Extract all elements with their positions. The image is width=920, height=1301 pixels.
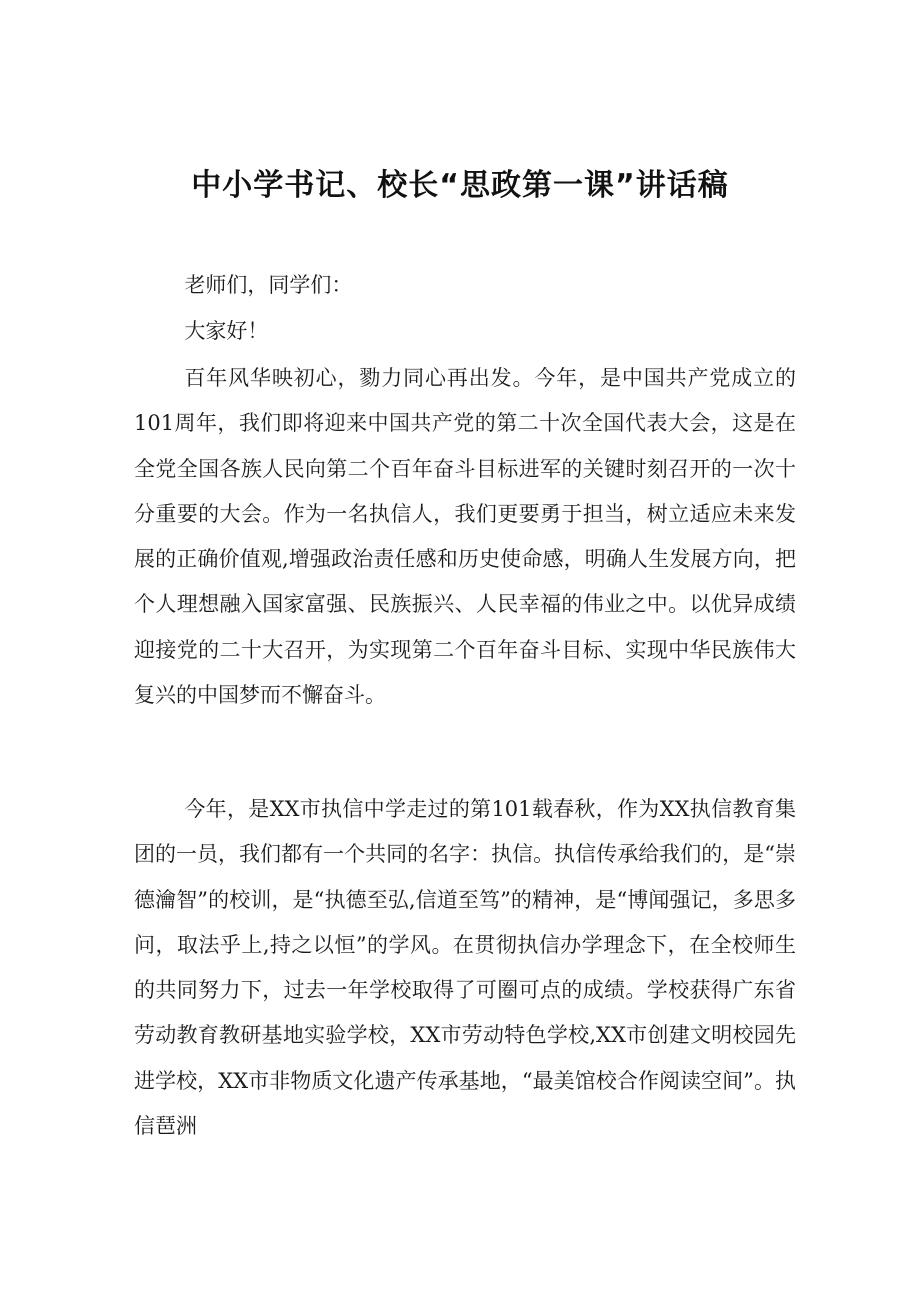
document-title: 中小学书记、校长“思政第一课”讲话稿 — [191, 168, 729, 203]
greeting-line: 老师们，同学们： — [184, 273, 353, 297]
body-paragraph-1: 百年风华映初心，勠力同心再出发。今年，是中国共产党成立的101周年，我们即将迎来中国共产党的第二十次全国代表大会，这是在全党全国各族人民向第二个百年奋斗目标进军的关键时刻召开的一次十分重要的大会。作为一名执信人，我们更要勇于担当，树立适应未来发展的正确价值观,增强政治责任感和历史使命感，明确人生发展方向，把个人理想融入国家富强、民族振兴、人民幸福的伟业之中。以优异成绩迎接党的二十大召开，为实现第二个百年奋斗目标、实现中华民族伟大复兴的中国梦而不懈奋斗。 — [134, 366, 796, 708]
body-paragraph-2: 今年，是XX市执信中学走过的第101载春秋，作为XX执信教育集团的一员，我们都有一个共同的名字：执信。执信传承给我们的，是“崇德瀹智”的校训，是“执德至弘,信道至笃”的精神，是“博闻强记，多思多问，取法乎上,持之以恒”的学风。在贯彻执信办学理念下，在全校师生的共同努力下，过去一年学校取得了可圈可点的成绩。学校获得广东省劳动教育教研基地实验学校，XX市劳动特色学校,XX市创建文明校园先进学校，XX市非物质文化遗产传承基地，“最美馆校合作阅读空间”。执信琶洲 — [134, 797, 796, 1139]
hello-line: 大家好！ — [184, 319, 269, 343]
